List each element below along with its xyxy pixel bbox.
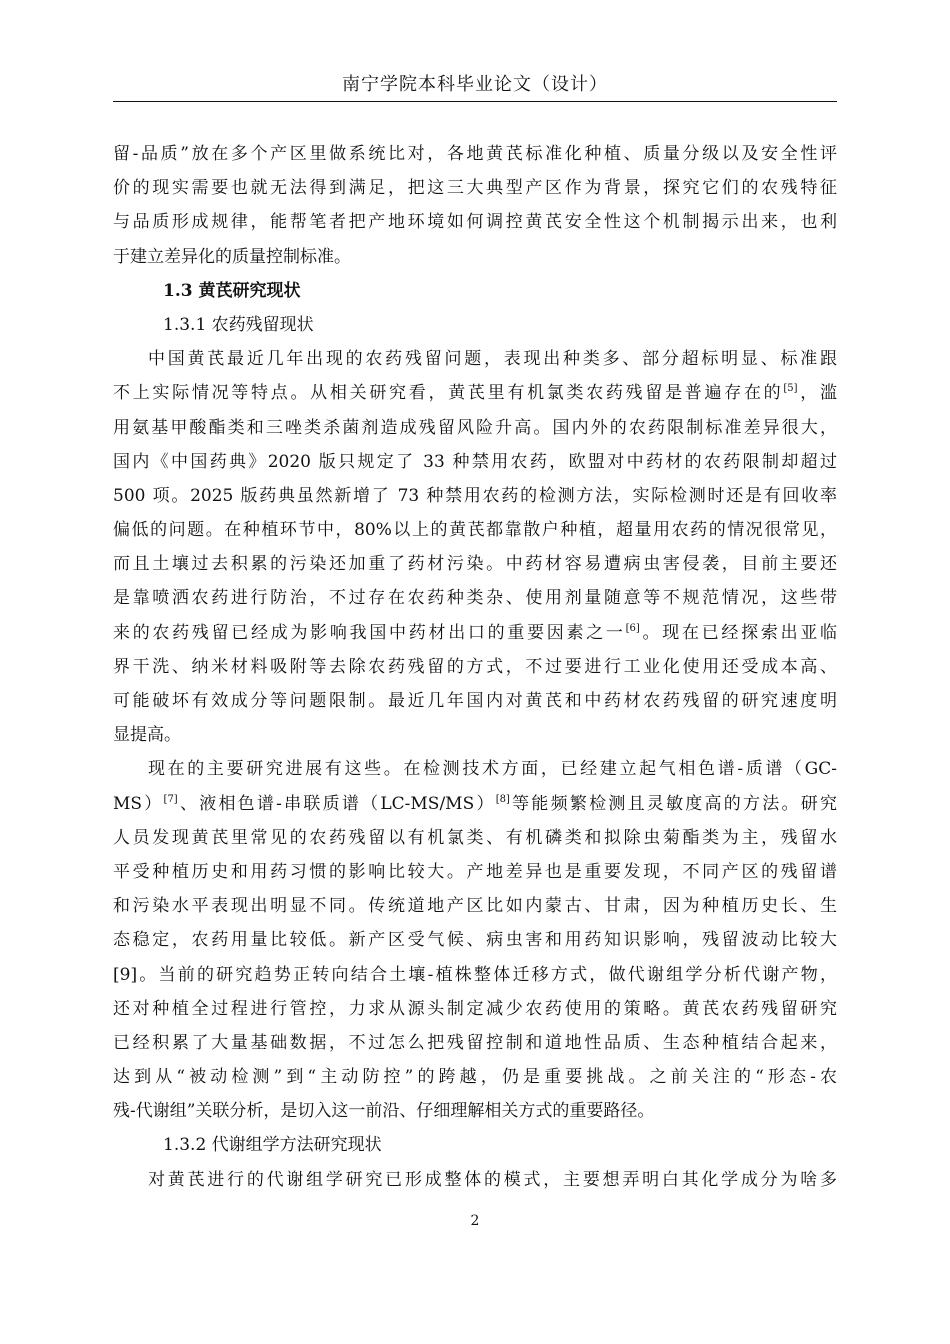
text-line: 人员发现黄芪里常见的农药残留以有机氯类、有机磷类和拟除虫菊酯类为主，残留水 <box>113 827 837 848</box>
document-body <box>113 137 837 1197</box>
text-line: 中国黄芪最近几年出现的农药残留问题，表现出种类多、部分超标明显、标准跟 <box>148 349 837 370</box>
page-header-title: 南宁学院本科毕业论文（设计） <box>342 74 608 95</box>
text-line: 可能破坏有效成分等问题限制。最近几年国内对黄芪和中药材农药残留的研究速度明 <box>113 691 837 711</box>
text-line: 还对种植全过程进行管控，力求从源头制定减少农药使用的策略。黄芪农药残留研究 <box>113 998 837 1019</box>
text-line: [9]。当前的研究趋势正转向结合土壤-植株整体迁移方式，做代谢组学分析代谢产物， <box>113 964 837 985</box>
text-line: 已经积累了大量基础数据，不过怎么把残留控制和道地性品质、生态种植结合起来， <box>113 1032 837 1053</box>
header-divider <box>113 101 837 102</box>
section-heading-1-3-1: 1.3.1 农药残留现状 <box>163 314 314 335</box>
citation-6: [6] <box>625 622 640 634</box>
section-heading-1-3: 1.3 黄芪研究现状 <box>163 280 301 301</box>
text-line: 偏低的问题。在种植环节中，80%以上的黄芪都靠散户种植，超量用农药的情况很常见， <box>113 520 837 541</box>
section-heading-1-3-2: 1.3.2 代谢组学方法研究现状 <box>163 1135 382 1156</box>
citation-8: [8] <box>495 793 510 805</box>
citation-7: [7] <box>163 793 178 805</box>
text-line: 对黄芪进行的代谢组学研究已形成整体的模式，主要想弄明白其化学成分为啥多 <box>148 1169 837 1190</box>
text-line: 达到从“被动检测”到“主动防控”的跨越，仍是重要挑战。之前关注的“形态-农 <box>113 1067 837 1088</box>
text-line: 于建立差异化的质量控制标准。 <box>113 246 351 267</box>
text-line: 现在的主要研究进展有这些。在检测技术方面，已经建立起气相色谱-质谱（GC- <box>148 759 837 780</box>
text-line: 来的农药残留已经成为影响我国中药材出口的重要因素之一[6]。现在已经探索出亚临 <box>113 622 838 643</box>
text-line: 与品质形成规律，能帮笔者把产地环境如何调控黄芪安全性这个机制揭示出来，也利 <box>113 212 837 233</box>
text-line: 是靠喷洒农药进行防治，不过存在农药种类杂、使用剂量随意等不规范情况，这些带 <box>113 588 837 609</box>
text-line: 国内《中国药典》2020 版只规定了 33 种禁用农药，欧盟对中药材的农药限制却超过 <box>113 451 837 472</box>
text-line: 残-代谢组”关联分析，是切入这一前沿、仔细理解相关方式的重要路径。 <box>113 1101 655 1122</box>
text-line: 500 项。2025 版药典虽然新增了 73 种禁用农药的检测方法，实际检测时还是有回收率 <box>113 485 837 506</box>
text-line: 界干洗、纳米材料吸附等去除农药残留的方式，不过要进行工业化使用还受成本高、 <box>113 656 837 677</box>
text-line: 而且土壤过去积累的污染还加重了药材污染。中药材容易遭病虫害侵袭，目前主要还 <box>113 554 837 575</box>
text-line: 和污染水平表现出明显不同。传统道地产区比如内蒙古、甘肃，因为种植历史长、生 <box>113 896 837 917</box>
page-number: 2 <box>470 1213 480 1229</box>
text-line: 留-品质”放在多个产区里做系统比对，各地黄芪标准化种植、质量分级以及安全性评 <box>113 144 837 164</box>
text-line: 价的现实需要也就无法得到满足，把这三大典型产区作为背景，探究它们的农残特征 <box>113 178 837 199</box>
text-line: 显提高。 <box>113 725 181 746</box>
text-line: 用氨基甲酸酯类和三唑类杀菌剂造成残留风险升高。国内外的农药限制标准差异很大， <box>113 417 837 438</box>
text-line: MS）[7]、液相色谱-串联质谱（LC-MS/MS）[8]等能频繁检测且灵敏度高的方法。研究 <box>113 793 837 814</box>
citation-5: [5] <box>783 383 798 395</box>
text-line: 态稳定，农药用量比较低。新产区受气候、病虫害和用药知识影响，残留波动比较大 <box>113 930 837 951</box>
text-line: 不上实际情况等特点。从相关研究看，黄芪里有机氯类农药残留是普遍存在的[5]，滥 <box>113 383 838 404</box>
text-line: 平受种植历史和用药习惯的影响比较大。产地差异也是重要发现，不同产区的残留谱 <box>113 861 837 882</box>
